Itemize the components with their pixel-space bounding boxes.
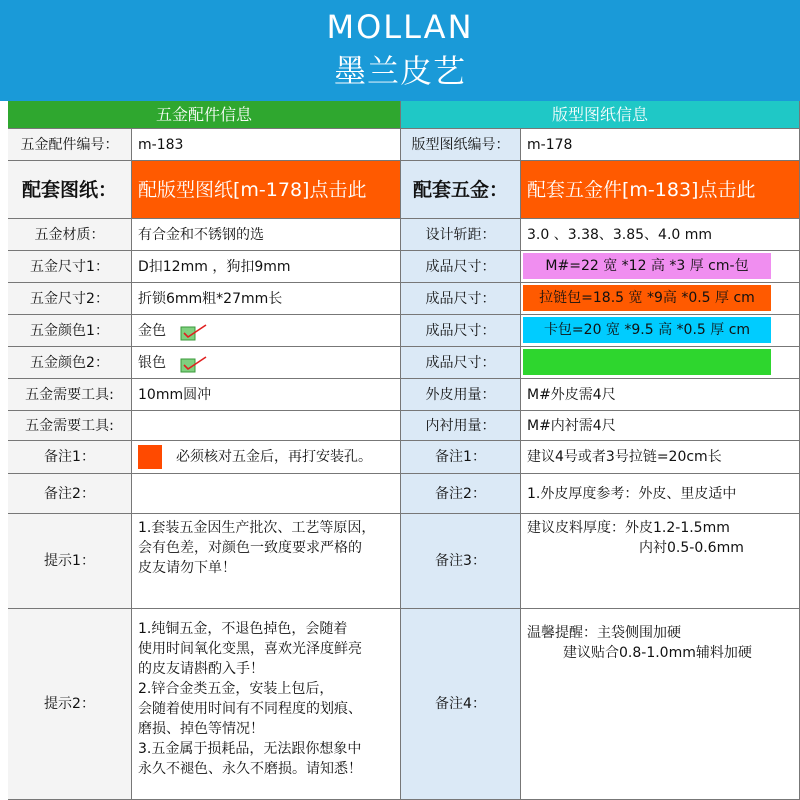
note4-content [521,609,800,800]
product-size-label-2: 成品尺寸： [401,283,521,315]
product-size-cell-2 [521,283,800,315]
tip2-line: 永久不褪色、永久不磨损。请知悉！ [138,761,362,777]
note4-label: 备注4： [401,609,521,800]
note4-line: 建议贴合0.8-1.0mm辅料加硬 [563,645,752,661]
tip2-line: 会随着使用时间有不同程度的划痕、 [138,701,362,717]
note3-line: 内衬0.5-0.6mm [639,540,744,556]
hardware-tool-label-1: 五金需要工具: [8,379,132,411]
outer-leather-usage-value: M#外皮需4尺 [521,379,800,411]
hardware-size1-value: D扣12mm ，狗扣9mm [132,251,401,283]
hardware-color2-value: 银色 [138,354,166,371]
hardware-tool-value-2 [132,411,401,441]
hardware-material-value: 有合金和不锈钢的选 [132,219,401,251]
note3-label: 备注3： [401,514,521,609]
tip2-line: 3.五金属于损耗品，无法跟你想象中 [138,741,362,757]
note2-label-left: 备注2： [8,474,132,514]
note1-cell-left [132,441,401,474]
orange-marker-icon [138,445,162,469]
hardware-color1-label: 五金颜色1： [8,315,132,347]
tip1-label: 提示1： [8,514,132,609]
product-size-cell-4 [521,347,800,379]
lining-usage-value: M#内衬需4尺 [521,411,800,441]
hardware-color1-value: 金色 [138,322,166,339]
stitch-spacing-label: 设计斩距： [401,219,521,251]
pattern-code-value: m-178 [521,129,800,161]
hardware-code-label: 五金配件编号： [8,129,132,161]
note2-label-right: 备注2： [401,474,521,514]
tip2-line: 2.锌合金类五金，安装上包后， [138,681,334,697]
brand-logo-en: MOLLAN [326,8,474,46]
tip2-line: 的皮友请斟酌入手！ [138,661,264,677]
hardware-size2-value: 折锁6mm粗*27mm长 [132,283,401,315]
tip1-line: 皮友请勿下单！ [138,560,236,576]
hardware-color2-label: 五金颜色2： [8,347,132,379]
hardware-color1-cell [132,315,401,347]
note1-value-left: 必须核对五金后，再打安装孔。 [176,449,372,465]
product-size-label-3: 成品尺寸： [401,315,521,347]
brand-logo-cn: 墨兰皮艺 [333,52,466,90]
brand-header [0,0,800,101]
note4-line: 温馨提醒：主袋侧围加硬 [527,625,681,641]
matching-pattern-link[interactable]: 配版型图纸[m-178]点击此 [132,161,401,219]
pattern-code-label: 版型图纸编号： [401,129,521,161]
hardware-code-value: m-183 [132,129,401,161]
note1-label-left: 备注1： [8,441,132,474]
tip2-line: 使用时间氧化变黑，喜欢光泽度鲜亮 [138,641,362,657]
product-size-cell-1 [521,251,800,283]
hardware-material-label: 五金材质： [8,219,132,251]
tip2-content [132,609,401,800]
tip1-line: 1.套装五金因生产批次、工艺等原因， [138,520,376,536]
checkmark-icon [180,324,196,338]
note1-value-right: 建议4号或者3号拉链=20cm长 [521,441,800,474]
note1-label-right: 备注1： [401,441,521,474]
stitch-spacing-value: 3.0 、3.38、3.85、4.0 mm [521,219,800,251]
tip2-line: 1.纯铜五金，不退色掉色，会随着 [138,621,348,637]
tip1-line: 会有色差，对颜色一致度要求严格的 [138,540,362,556]
outer-leather-usage-label: 外皮用量： [401,379,521,411]
hardware-size1-label: 五金尺寸1： [8,251,132,283]
product-size-card-holder: 卡包=20 宽 *9.5 高 *0.5 厚 cm [523,317,771,343]
tip2-line: 磨损、掉色等情况！ [138,721,264,737]
hardware-color2-cell [132,347,401,379]
note3-content [521,514,800,609]
section-hardware-header: 五金配件信息 [8,101,401,129]
product-size-label-4: 成品尺寸： [401,347,521,379]
matching-pattern-label: 配套图纸： [8,161,132,219]
matching-hardware-link[interactable]: 配套五金件[m-183]点击此 [521,161,800,219]
section-pattern-header: 版型图纸信息 [401,101,800,129]
product-size-cell-3 [521,315,800,347]
product-size-zip-bag: 拉链包=18.5 宽 *9高 *0.5 厚 cm [523,285,771,311]
note2-value-right: 1.外皮厚度参考：外皮、里皮适中 [521,474,800,514]
product-size-label-1: 成品尺寸： [401,251,521,283]
info-table [8,101,800,800]
note2-value-left [132,474,401,514]
matching-hardware-label: 配套五金： [401,161,521,219]
product-size-main-bag: M#=22 宽 *12 高 *3 厚 cm-包 [523,253,771,279]
checkmark-icon [180,356,196,370]
hardware-tool-value-1: 10mm圆冲 [132,379,401,411]
note3-line: 建议皮料厚度：外皮1.2-1.5mm [527,520,730,536]
tip1-content [132,514,401,609]
lining-usage-label: 内衬用量： [401,411,521,441]
tip2-label: 提示2： [8,609,132,800]
hardware-tool-label-2: 五金需要工具: [8,411,132,441]
product-size-empty-swatch [523,349,771,375]
hardware-size2-label: 五金尺寸2： [8,283,132,315]
